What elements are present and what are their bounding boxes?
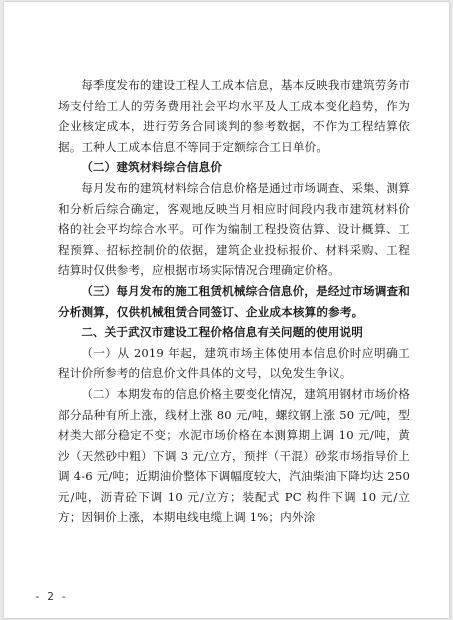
document-body bbox=[58, 75, 410, 528]
page-number: - 2 - bbox=[34, 590, 68, 603]
document-page bbox=[4, 2, 449, 618]
heading-usage-notes: 二、关于武汉市建设工程价格信息有关问题的使用说明 bbox=[81, 325, 364, 340]
paragraph-machinery-price: （三）每月发布的施工租赁机械综合信息价，是经过市场调查和分析测算，仅供机械租赁合同签订、企业成本核算的参考。 bbox=[58, 283, 411, 319]
paragraph-note-1: （一）从 2019 年起，建筑市场主体使用本信息价时应明确工程计价所参考的信息价文件具体的文号，以免发生争议。 bbox=[58, 345, 410, 381]
heading-material-price: （二）建筑材料综合信息价 bbox=[81, 160, 223, 175]
paragraph-note-2: （二）本期发布的信息价格主要变化情况，建筑用钢材市场价格部分品种有所上涨，线材上涨 80 元/吨，螺纹钢上涨 50 元/吨，型材类大部分稳定不变；水泥市场价格在本测算期上调 10 元/吨，黄沙（天然砂中粗）下调 3 元/立方，预拌（干混）砂浆市场指导价上调 4-6 元/吨；近期油价整体下调幅度较大，汽油柴油下降均达 250 元/吨，沥青砼下调 10 元/立方；装配式 PC 构件下调 10 元/立方；因铜价上涨，本期电线电缆上调 1%；内外涂 bbox=[58, 386, 411, 525]
paragraph-material-price: 每月发布的建筑材料综合信息价格是通过市场调查、采集、测算和分析后综合确定，客观地反映当月相应时间段内我市建筑材料价格的社会平均综合水平。可作为编制工程投资估算、设计概算、工程预算、招标控制价的依据，建筑企业投标报价、材料采购、工程结算时仅供参考，应根据市场实际情况合理确定价格。 bbox=[58, 180, 411, 278]
paragraph-labor-cost: 每季度发布的建设工程人工成本信息，基本反映我市建筑劳务市场支付给工人的劳务费用社会平均水平及人工成本变化趋势，作为企业核定成本，进行劳务合同谈判的参考数据，不作为工程结算依据。工种人工成本信息不等同于定额综合工日单价。 bbox=[58, 78, 411, 154]
